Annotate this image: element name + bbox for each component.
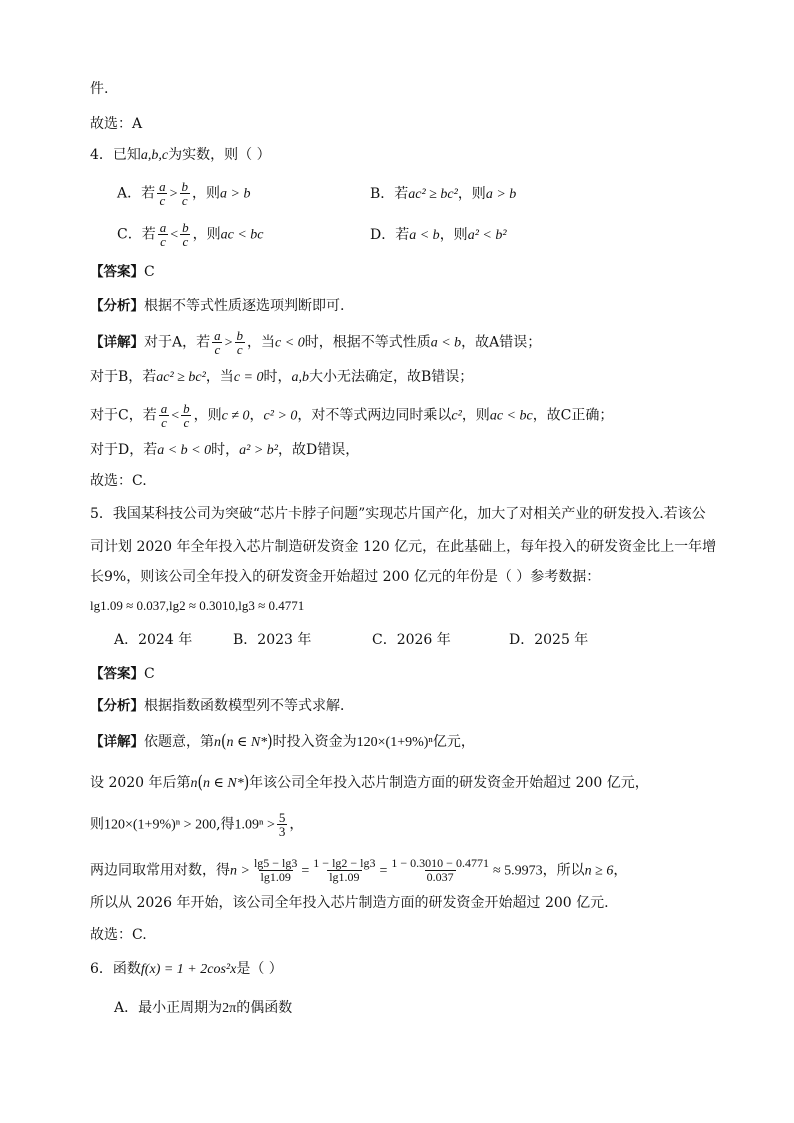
fraction-den: 0.037	[426, 870, 454, 884]
q5-detail-n: n	[214, 735, 221, 750]
q5-detail-text: 亿元，	[432, 734, 475, 750]
q4-detail-a-text: 对于A，若	[144, 334, 211, 351]
q5-detail-approx: ≈ 5.9973	[492, 863, 543, 879]
fraction-den: 3	[278, 824, 286, 839]
q4-detail-a-text: ，当	[247, 334, 276, 351]
q4-answer-value: C	[144, 264, 155, 280]
fraction-b-over-c: $\frac{b}{c}$	[236, 328, 244, 357]
q5-reference-data: lg1.09 ≈ 0.037,lg2 ≈ 0.3010,lg3 ≈ 0.4771	[90, 598, 305, 613]
q4-option-a: A．若 $\frac{a}{c}$ > $\frac{b}{c}$ ，则a > b	[117, 179, 251, 208]
q5-option-b: B．2023 年	[233, 632, 312, 648]
q4-option-b-concl: a > b	[485, 187, 517, 202]
q4-detail-b-text: 大小无法确定，故B错误；	[308, 369, 474, 385]
q4-detail-d-text: 对于D，若	[90, 442, 158, 458]
q6-option-a-text: 的偶函数	[236, 1000, 293, 1016]
q5-option-c: C．2026 年	[372, 632, 451, 648]
q5-stem-line3: 长9%，则该公司全年投入的研发资金开始超过 200 亿元的年份是（ ）参考数据：	[90, 569, 601, 585]
fraction-a-over-c: $\frac{a}{c}$	[159, 220, 167, 249]
q4-analysis	[90, 296, 344, 316]
q4-option-c: C．若 $\frac{a}{c}$ < $\frac{b}{c}$ ，则ac < bc	[117, 220, 264, 249]
prev-tail: 件.	[90, 81, 109, 97]
q4-option-d-concl: a² < b²	[467, 228, 507, 243]
q4-detail-c-text: ，则	[193, 407, 222, 424]
fraction-den: lg1.09	[260, 870, 291, 884]
q4-detail-b-cond: ac² ≥ bc²	[156, 370, 206, 385]
fraction-a-over-c: $\frac{a}{c}$	[159, 179, 166, 208]
q5-analysis-text: 根据指数函数模型列不等式求解．	[144, 698, 354, 714]
q4-detail-c-text: ，	[249, 407, 264, 424]
q5-detail-ineq: 120×(1+9%)ⁿ > 200	[104, 817, 217, 833]
q5-detail-text: ，	[613, 862, 628, 879]
q4-detail-c-c2: c² > 0	[263, 408, 298, 424]
q4-detail-c-text: ，对不等式两边同时乘以	[297, 407, 452, 424]
q4-option-b-label: B．若	[370, 186, 409, 202]
q4-stem-num: 4．已知	[90, 147, 141, 163]
q5-answer	[90, 664, 155, 684]
q5-detail-n: n >	[230, 863, 250, 879]
q4-option-c-label: C．若	[117, 226, 156, 243]
q5-detail-set: n ∈ N*	[203, 776, 244, 791]
q4-detail-c-text: 对于C，若	[90, 407, 157, 424]
q4-detail-b	[90, 367, 473, 388]
q6-stem-num: 6．函数	[90, 961, 141, 977]
q4-answer	[90, 262, 155, 282]
q5-stem-line2: 司计划 2020 年全年投入芯片制造研发资金 120 亿元，在此基础上，每年投入的研发资金比上一年增	[90, 539, 717, 555]
fraction-den: lg1.09	[329, 870, 360, 884]
q4-choice: 故选：C.	[90, 473, 147, 489]
q6-stem-rest: 是（ ）	[236, 961, 283, 977]
q5-detail-text: 年该公司全年投入芯片制造方面的研发资金开始超过 200 亿元，	[249, 775, 649, 791]
analysis-tag: 【分析】	[90, 298, 144, 314]
q4-detail-c-res: ac < bc	[489, 408, 533, 424]
q4-detail-b-ab: a,b	[291, 370, 309, 385]
q4-stem	[90, 145, 271, 166]
q5-detail-text: ，所以	[542, 862, 585, 879]
q4-detail-b-text: 时，	[263, 369, 292, 385]
fraction-num: 5	[278, 810, 286, 825]
q4-stem-rest: 为实数，则（ ）	[168, 147, 271, 163]
equals-sign: =	[379, 863, 388, 879]
q4-option-b-then: ，则	[457, 186, 486, 202]
equals-sign: =	[301, 863, 310, 879]
q5-detail-4	[90, 857, 627, 884]
q5-detail-text: 设 2020 年后第	[90, 775, 191, 791]
q4-detail-b-text: 对于B，若	[90, 369, 157, 385]
q4-option-a-then: ，则	[192, 185, 221, 202]
q4-option-b-cond: ac² ≥ bc²	[408, 187, 458, 202]
fraction-b-over-c: $\frac{b}{c}$	[181, 179, 189, 208]
q5-detail-res: n ≥ 6	[584, 863, 614, 879]
q6-option-a-text: A．最小正周期为	[114, 1000, 223, 1016]
q5-detail-5: 所以从 2026 年开始，该公司全年投入芯片制造方面的研发资金开始超过 200 亿元.	[90, 895, 609, 911]
q4-detail-d-text: 时，	[211, 442, 240, 458]
q5-detail-n: n	[190, 776, 198, 791]
q5-detail-text: ，	[289, 816, 304, 833]
q5-detail-exp: 1.09ⁿ >	[234, 817, 275, 833]
detail-tag: 【详解】	[90, 334, 144, 351]
q4-detail-d-text: ，故D错误，	[277, 442, 360, 458]
fraction-num: lg5 − lg3	[253, 856, 298, 870]
fraction-log-3	[389, 857, 491, 884]
q5-detail-set: n ∈ N*	[226, 735, 268, 750]
q4-detail-a-text: ，故A错误；	[461, 334, 542, 351]
q6-option-a-pi: 2π	[222, 1001, 237, 1016]
q4-detail-c-c3: c²	[451, 408, 462, 424]
q5-detail-3	[90, 811, 303, 838]
q5-detail-text: 两边同取常用对数，得	[90, 862, 230, 879]
q4-detail-a-cond: c < 0	[275, 335, 305, 351]
q4-option-a-label: A．若	[117, 185, 156, 202]
fraction-a-over-c: $\frac{a}{c}$	[214, 328, 221, 357]
q4-option-d-label: D．若	[370, 227, 410, 243]
q4-detail-c-c1: c ≠ 0	[221, 408, 250, 424]
q5-choice: 故选：C.	[90, 927, 147, 943]
q4-detail-a-text: 时，根据不等式性质	[304, 334, 431, 351]
q4-detail-d	[90, 440, 359, 461]
q4-detail-d-res: a² > b²	[239, 443, 278, 458]
fraction-a-over-c: $\frac{a}{c}$	[160, 401, 168, 430]
q4-detail-b-text: ，当	[205, 369, 234, 385]
fraction-num: 1 − 0.3010 − 0.4771	[391, 856, 489, 870]
q5-detail-2: 设 2020 年后第n(n ∈ N*)年该公司全年投入芯片制造方面的研发资金开始超过 200 亿元，	[90, 773, 649, 793]
q4-detail-b-c: c = 0	[233, 370, 264, 385]
q4-option-a-concl: a > b	[220, 186, 251, 202]
fraction-five-thirds	[277, 811, 288, 838]
q5-answer-value: C	[144, 666, 155, 682]
detail-tag: 【详解】	[90, 734, 144, 750]
q4-detail-c-text: ，故C正确；	[532, 407, 614, 424]
q6-stem	[90, 959, 283, 980]
q5-detail-text: 时投入资金为	[272, 734, 357, 750]
analysis-tag: 【分析】	[90, 698, 144, 714]
fraction-log-2	[311, 857, 377, 884]
q5-analysis	[90, 696, 354, 716]
q5-option-d: D．2025 年	[509, 632, 589, 648]
fraction-log-1	[252, 857, 299, 884]
q4-detail-c: 对于C，若 $\frac{a}{c}$ < $\frac{b}{c}$ ，则c ≠ 0，c² > 0，对不等式两边同时乘以c²，则ac < bc，故C正确；	[90, 401, 614, 430]
q5-detail-text: 则	[90, 816, 104, 833]
q5-detail-text: 依题意，第	[144, 734, 214, 750]
q6-stem-function: f(x) = 1 + 2cos²x	[140, 962, 237, 977]
q4-detail-c-text: ，则	[461, 407, 490, 424]
q4-option-c-then: ，则	[192, 226, 221, 243]
fraction-num: 1 − lg2 − lg3	[313, 856, 376, 870]
answer-tag: 【答案】	[90, 666, 144, 682]
q4-detail-d-cond: a < b < 0	[157, 443, 212, 458]
q4-detail-a-res: a < b	[430, 335, 462, 351]
prev-choice: 故选：A	[90, 116, 143, 132]
fraction-b-over-c: $\frac{b}{c}$	[183, 401, 190, 430]
q4-option-d	[370, 225, 507, 246]
q4-option-c-concl: ac < bc	[220, 227, 264, 243]
q4-analysis-text: 根据不等式性质逐选项判断即可.	[144, 298, 345, 314]
q4-option-b	[370, 184, 516, 205]
q5-option-a: A．2024 年	[114, 632, 193, 648]
q5-detail-expr: 120×(1+9%)ⁿ	[356, 735, 433, 750]
fraction-b-over-c: $\frac{b}{c}$	[182, 220, 189, 249]
q5-detail-text: ,得	[216, 816, 235, 833]
q5-detail-1: 【详解】依题意，第n(n ∈ N*)时投入资金为120×(1+9%)ⁿ亿元，	[90, 732, 475, 752]
q6-option-a	[114, 998, 292, 1019]
answer-tag: 【答案】	[90, 264, 144, 280]
q4-stem-vars: a,b,c	[140, 148, 169, 163]
q4-detail-a: 【详解】对于A，若 $\frac{a}{c}$ > $\frac{b}{c}$ ，当c < 0时，根据不等式性质a < b，故A错误；	[90, 328, 542, 357]
q5-stem-line1: 5．我国某科技公司为突破“芯片卡脖子问题”实现芯片国产化，加大了对相关产业的研发投入.若该公	[90, 506, 706, 522]
q4-option-d-cond: a < b	[409, 228, 440, 243]
q4-option-d-then: ，则	[439, 227, 468, 243]
